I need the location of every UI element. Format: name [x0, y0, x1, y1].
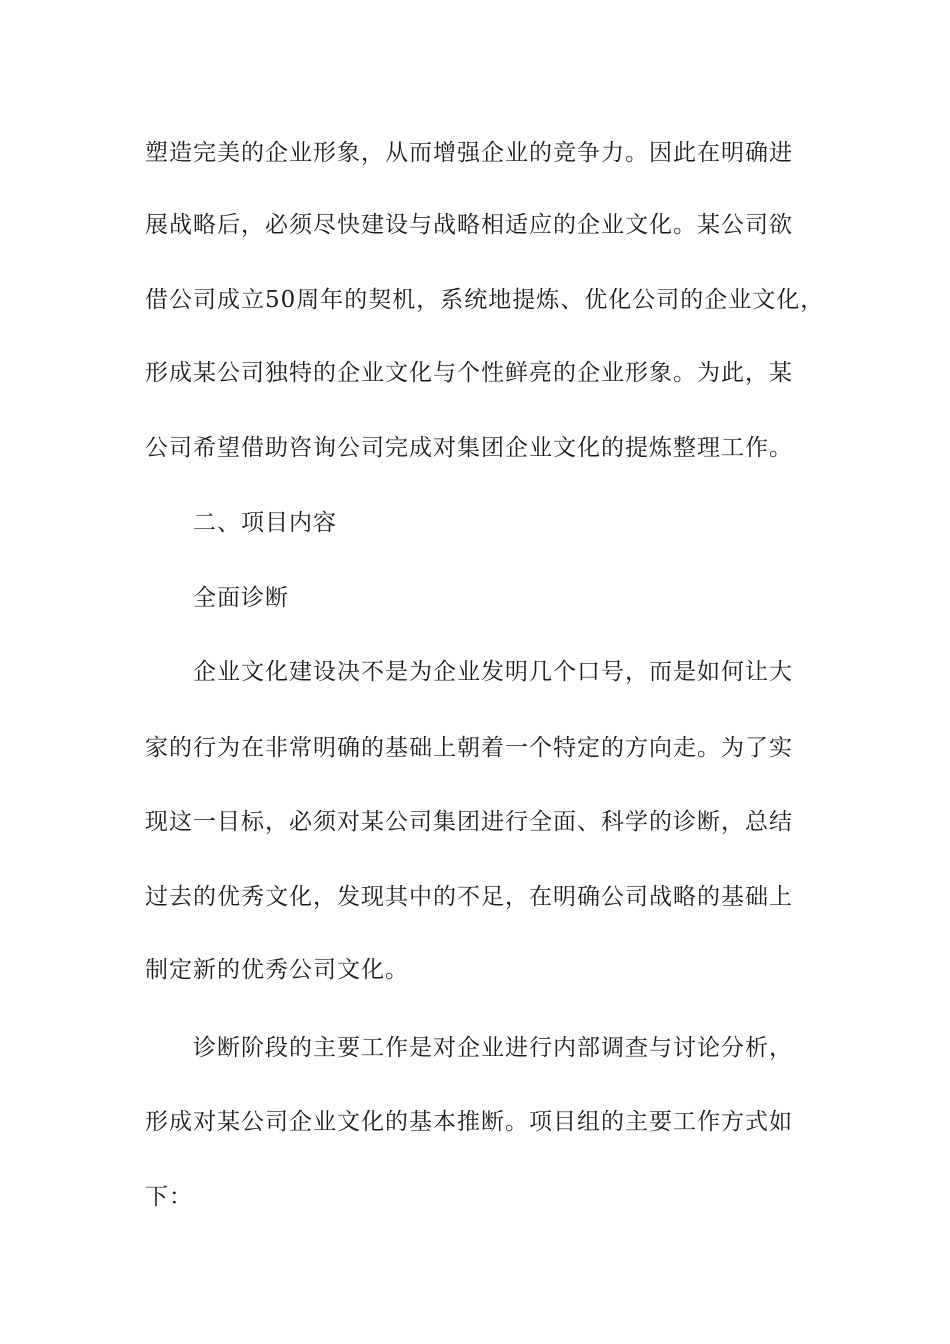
paragraph-line: 形成某公司独特的企业文化与个性鲜亮的企业形象。为此，某 — [145, 360, 793, 386]
paragraph-line: 公司希望借助咨询公司完成对集团企业文化的提炼整理工作。 — [145, 435, 793, 461]
paragraph-line: 塑造完美的企业形象，从而增强企业的竞争力。因此在明确进 — [145, 140, 793, 166]
paragraph-line: 家的行为在非常明确的基础上朝着一个特定的方向走。为了实 — [145, 735, 793, 761]
paragraph-line: 诊断阶段的主要工作是对企业进行内部调查与讨论分析， — [193, 1035, 793, 1061]
paragraph-line: 借公司成立50周年的契机，系统地提炼、优化公司的企业文化， — [145, 287, 825, 313]
subsection-heading: 全面诊断 — [193, 585, 289, 611]
section-heading: 二、项目内容 — [193, 510, 337, 536]
paragraph-line: 制定新的优秀公司文化。 — [145, 957, 409, 983]
paragraph-line: 下： — [145, 1184, 193, 1210]
paragraph-line: 现这一目标，必须对某公司集团进行全面、科学的诊断，总结 — [145, 809, 793, 835]
paragraph-line: 过去的优秀文化，发现其中的不足，在明确公司战略的基础上 — [145, 884, 793, 910]
paragraph-line: 形成对某公司企业文化的基本推断。项目组的主要工作方式如 — [145, 1109, 793, 1135]
paragraph-line: 企业文化建设决不是为企业发明几个口号，而是如何让大 — [193, 659, 793, 685]
paragraph-line: 展战略后，必须尽快建设与战略相适应的企业文化。某公司欲 — [145, 212, 793, 238]
